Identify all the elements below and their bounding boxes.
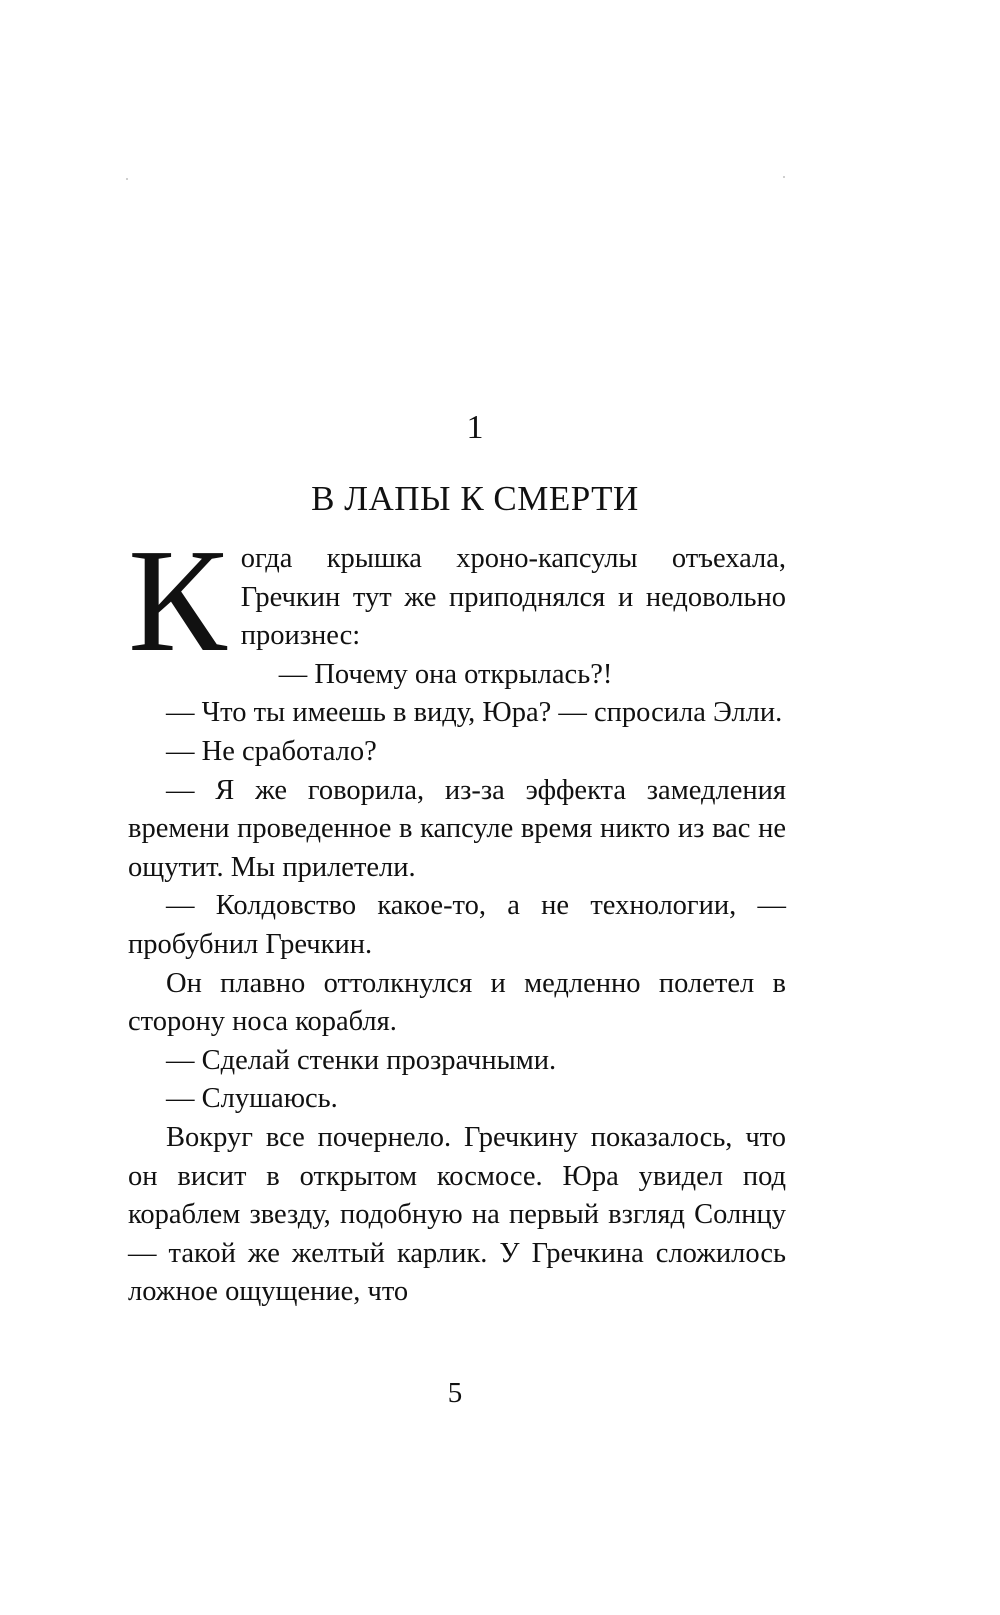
scan-speck [783, 176, 785, 178]
paragraph: — Не сработало? [166, 735, 377, 767]
paragraph-text: огда крышка хроно-капсулы отъехала, Гречкин тут же приподнялся и недовольно произнес: [240, 543, 786, 652]
paragraph: Он плавно оттолкнулся и медленно полетел в сторону носа корабля. [128, 967, 786, 1038]
chapter-number: 1 [466, 409, 484, 446]
paragraph: — Колдовство какое-то, а не технологии, — пробубнил Гречкин. [128, 890, 786, 960]
page-number: 5 [447, 1377, 463, 1409]
paragraph: — Что ты имеешь в виду, Юра? — спросила Элли. [166, 697, 783, 729]
paragraph: — Почему она открылась?! [278, 658, 613, 690]
paragraph: — Я же говорила, из-за эффекта замедления времени проведенное в капсуле время никто из вас не ощутит. Мы прилетели. [128, 774, 786, 883]
paragraph: Вокруг все почернело. Гречкину показалось, что он висит в открытом космосе. Юра увидел под кораблем звезду, подобную на первый взгляд Солнцу — такой же желтый карлик. У Гречкина сложилось ложное ощущение, что [128, 1121, 786, 1308]
body-text [128, 519, 786, 1312]
drop-cap: К [128, 519, 227, 683]
scan-speck [126, 178, 128, 180]
paragraph: — Слушаюсь. [166, 1083, 338, 1115]
chapter-title: В ЛАПЫ К СМЕРТИ [311, 479, 639, 518]
paragraph: — Сделай стенки прозрачными. [166, 1044, 557, 1076]
